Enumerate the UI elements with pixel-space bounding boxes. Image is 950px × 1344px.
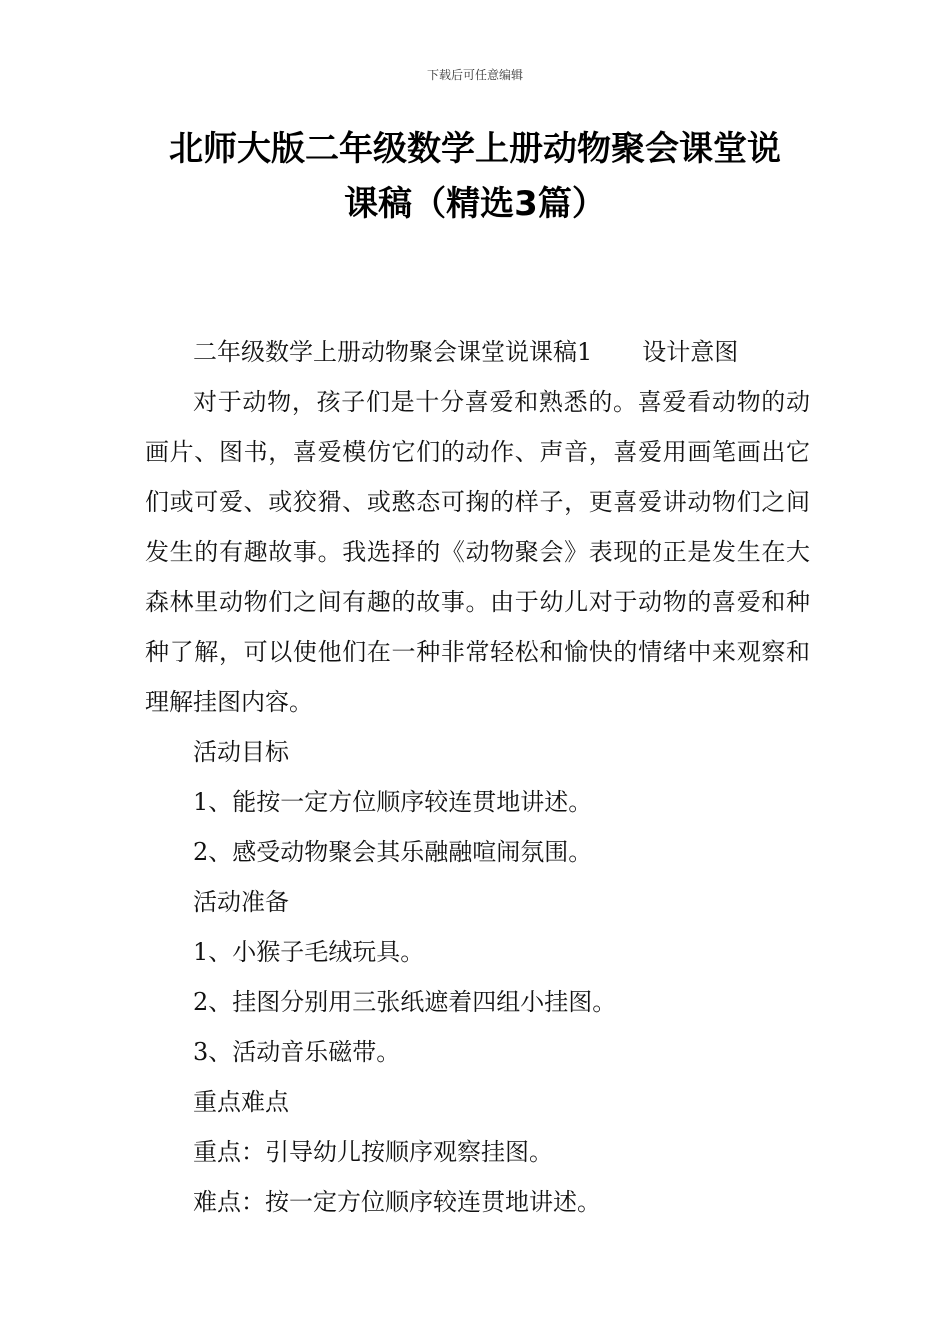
header-note: 下载后可任意编辑 [426,68,523,82]
key-point: 重点：引导幼儿按顺序观察挂图。 [193,1138,553,1166]
document-body [145,327,810,1227]
preparation-item: 2、挂图分别用三张纸遮着四组小挂图。 [193,988,617,1016]
section-subheading: 设计意图 [642,338,739,366]
goal-item: 1、能按一定方位顺序较连贯地讲述。 [193,788,593,816]
section-heading-line [145,327,810,377]
section-heading: 二年级数学上册动物聚会课堂说课稿1 [193,338,593,366]
intro-paragraph: 对于动物，孩子们是十分喜爱和熟悉的。喜爱看动物的动画片、图书，喜爱模仿它们的动作、声音，喜爱用画笔画出它们或可爱、或狡猾、或憨态可掬的样子，更喜爱讲动物们之间发生的有趣故事。我选择的《动物聚会》表现的正是发生在大森林里动物们之间有趣的故事。由于幼儿对于动物的喜爱和种种了解，可以使他们在一种非常轻松和愉快的情绪中来观察和理解挂图内容。 [145,388,810,716]
goal-item: 2、感受动物聚会其乐融融喧闹氛围。 [193,838,593,866]
goals-label: 活动目标 [193,738,289,766]
title-line-2: 课稿（精选3篇） [344,184,606,224]
preparation-item: 1、小猴子毛绒玩具。 [193,938,425,966]
title-line-1: 北师大版二年级数学上册动物聚会课堂说 [169,129,781,169]
preparation-label: 活动准备 [193,888,289,916]
preparation-item: 3、活动音乐磁带。 [193,1038,401,1066]
document-title [130,122,820,232]
difficulty-point: 难点：按一定方位顺序较连贯地讲述。 [193,1188,601,1216]
key-points-label: 重点难点 [193,1088,289,1116]
